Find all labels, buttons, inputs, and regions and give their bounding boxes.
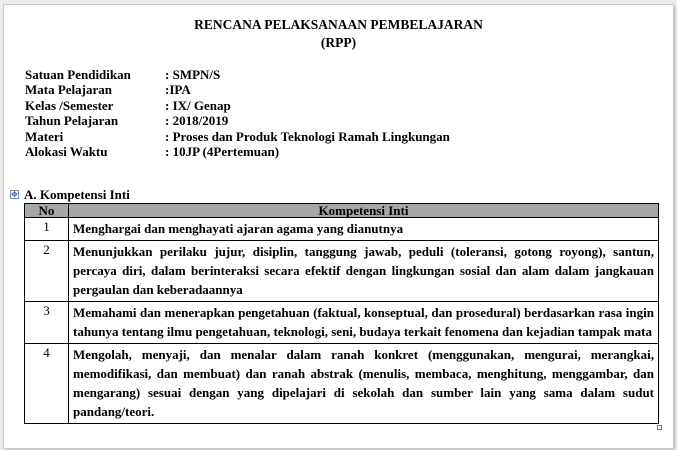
document-title: RENCANA PELAKSANAAN PEMBELAJARAN xyxy=(194,17,483,32)
meta-value: : 2018/2019 xyxy=(165,113,229,129)
table-resize-handle[interactable] xyxy=(657,425,662,430)
row-number: 2 xyxy=(25,241,69,302)
meta-row-tahun-pelajaran xyxy=(25,113,450,128)
row-text: Mengolah, menyaji, dan menalar dalam ranah konkret (menggunakan, mengurai, merangkai, memodifikasi, dan membuat) dan ranah abstrak (menulis, membaca, menghitung, menggambar, dan mengarang) sesuai dengan yang dipelajari di sekolah dan sumber lain yang sama dalam sudut pandang/teori. xyxy=(69,344,659,424)
section-heading: A. Kompetensi Inti xyxy=(24,187,130,202)
table-row xyxy=(25,344,659,424)
meta-value: :IPA xyxy=(165,82,191,98)
meta-label: Kelas /Semester xyxy=(25,97,114,113)
meta-row-kelas-semester xyxy=(25,98,450,113)
meta-label: Tahun Pelajaran xyxy=(25,113,119,129)
table-header-row xyxy=(25,204,659,218)
row-text: Memahami dan menerapkan pengetahuan (faktual, konseptual, dan prosedural) berdasarkan rasa ingin tahunya tentang ilmu pengetahuan, teknologi, seni, budaya terkait fenomena dan kejadian tampak mata xyxy=(69,302,659,344)
identity-block xyxy=(25,67,450,159)
document-subtitle: (RPP) xyxy=(320,35,357,50)
row-number: 3 xyxy=(25,302,69,344)
meta-label: Alokasi Waktu xyxy=(25,143,108,159)
meta-value: : Proses dan Produk Teknologi Ramah Lingkungan xyxy=(165,128,450,144)
table-move-handle-icon[interactable]: ✥ xyxy=(11,190,18,199)
row-text: Menunjukkan perilaku jujur, disiplin, tanggung jawab, peduli (toleransi, gotong royong), santun, percaya diri, dalam berinteraksi secara efektif dengan lingkungan sosial dan alam dalam jangkauan pergaulan dan keberadaannya xyxy=(69,241,659,302)
column-header-kompetensi: Kompetensi Inti xyxy=(69,204,659,218)
column-header-no: No xyxy=(25,204,69,218)
kompetensi-inti-table xyxy=(24,203,659,424)
table-row xyxy=(25,302,659,344)
meta-value: : IX/ Genap xyxy=(165,97,231,113)
meta-label: Mata Pelajaran xyxy=(25,82,113,98)
meta-row-alokasi-waktu xyxy=(25,144,450,159)
row-number: 4 xyxy=(25,344,69,424)
row-number: 1 xyxy=(25,218,69,241)
row-text: Menghargai dan menghayati ajaran agama yang dianutnya xyxy=(69,218,659,241)
meta-label: Materi xyxy=(25,128,64,144)
table-row xyxy=(25,241,659,302)
meta-row-satuan-pendidikan xyxy=(25,67,450,82)
meta-row-materi xyxy=(25,129,450,144)
meta-row-mata-pelajaran xyxy=(25,82,450,97)
meta-label: Satuan Pendidikan xyxy=(25,67,131,82)
meta-value: : 10JP (4Pertemuan) xyxy=(165,143,280,159)
table-row xyxy=(25,218,659,241)
meta-value: : SMPN/S xyxy=(165,67,221,82)
